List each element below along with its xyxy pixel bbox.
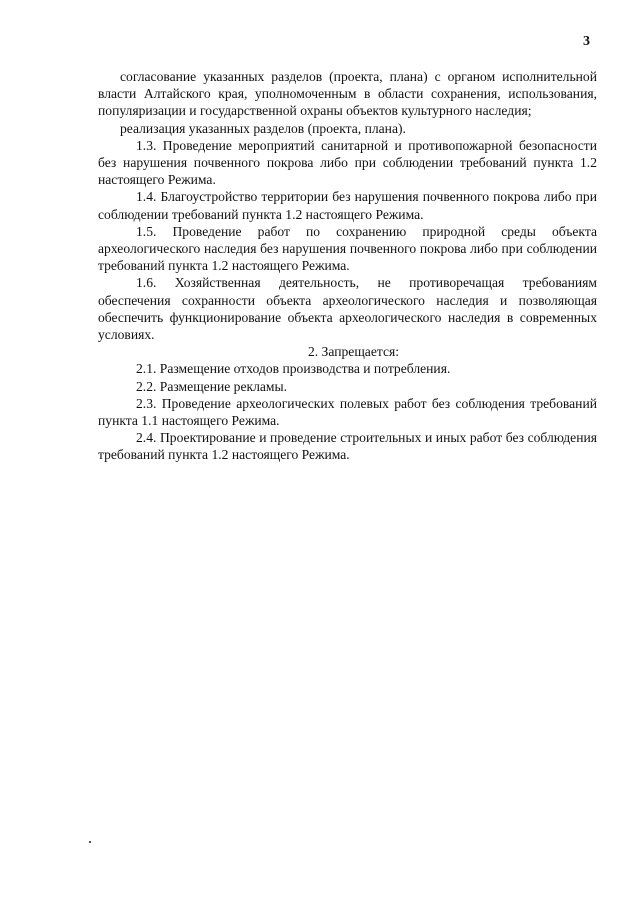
paragraph-2-1: 2.1. Размещение отходов производства и потребления. bbox=[136, 361, 451, 377]
paragraph-implementation: реализация указанных разделов (проекта, плана). bbox=[120, 120, 406, 136]
section-2-heading: 2. Запрещается: bbox=[307, 344, 400, 360]
paragraph-1-5: 1.5. Проведение работ по сохранению природной среды объекта археологического наследия без нарушения почвенного покрова либо при соблюдении требований пункта 1.2 настоящего Режима. bbox=[98, 223, 597, 274]
paragraph-1-3: 1.3. Проведение мероприятий санитарной и противопожарной безопасности без нарушения почвенного покрова либо при соблюдении требований пункта 1.2 настоящего Режима. bbox=[98, 137, 597, 188]
paragraph-approval: согласование указанных разделов (проекта, плана) с органом исполнительной власти Алтайского края, уполномоченным в области сохранения, использования, популяризации и государственной охраны объектов культурного наследия; bbox=[98, 69, 597, 119]
paragraph-1-6: 1.6. Хозяйственная деятельность, не противоречащая требованиям обеспечения сохранности объекта археологического наследия и позволяющая обеспечить функционирование объекта археологического наследия в современных условиях. bbox=[98, 275, 597, 343]
paragraph-2-2: 2.2. Размещение рекламы. bbox=[136, 378, 288, 394]
paragraph-2-3: 2.3. Проведение археологических полевых работ без соблюдения требований пункта 1.1 настоящего Режима. bbox=[98, 395, 597, 429]
paragraph-1-4: 1.4. Благоустройство территории без нарушения почвенного покрова либо при соблюдении требований пункта 1.2 настоящего Режима. bbox=[98, 189, 597, 222]
paragraph-2-4: 2.4. Проектирование и проведение строительных и иных работ без соблюдения требований пункта 1.2 настоящего Режима. bbox=[98, 430, 597, 463]
scan-speck bbox=[89, 841, 91, 843]
document-body bbox=[98, 68, 597, 464]
page-number: 3 bbox=[583, 34, 590, 49]
